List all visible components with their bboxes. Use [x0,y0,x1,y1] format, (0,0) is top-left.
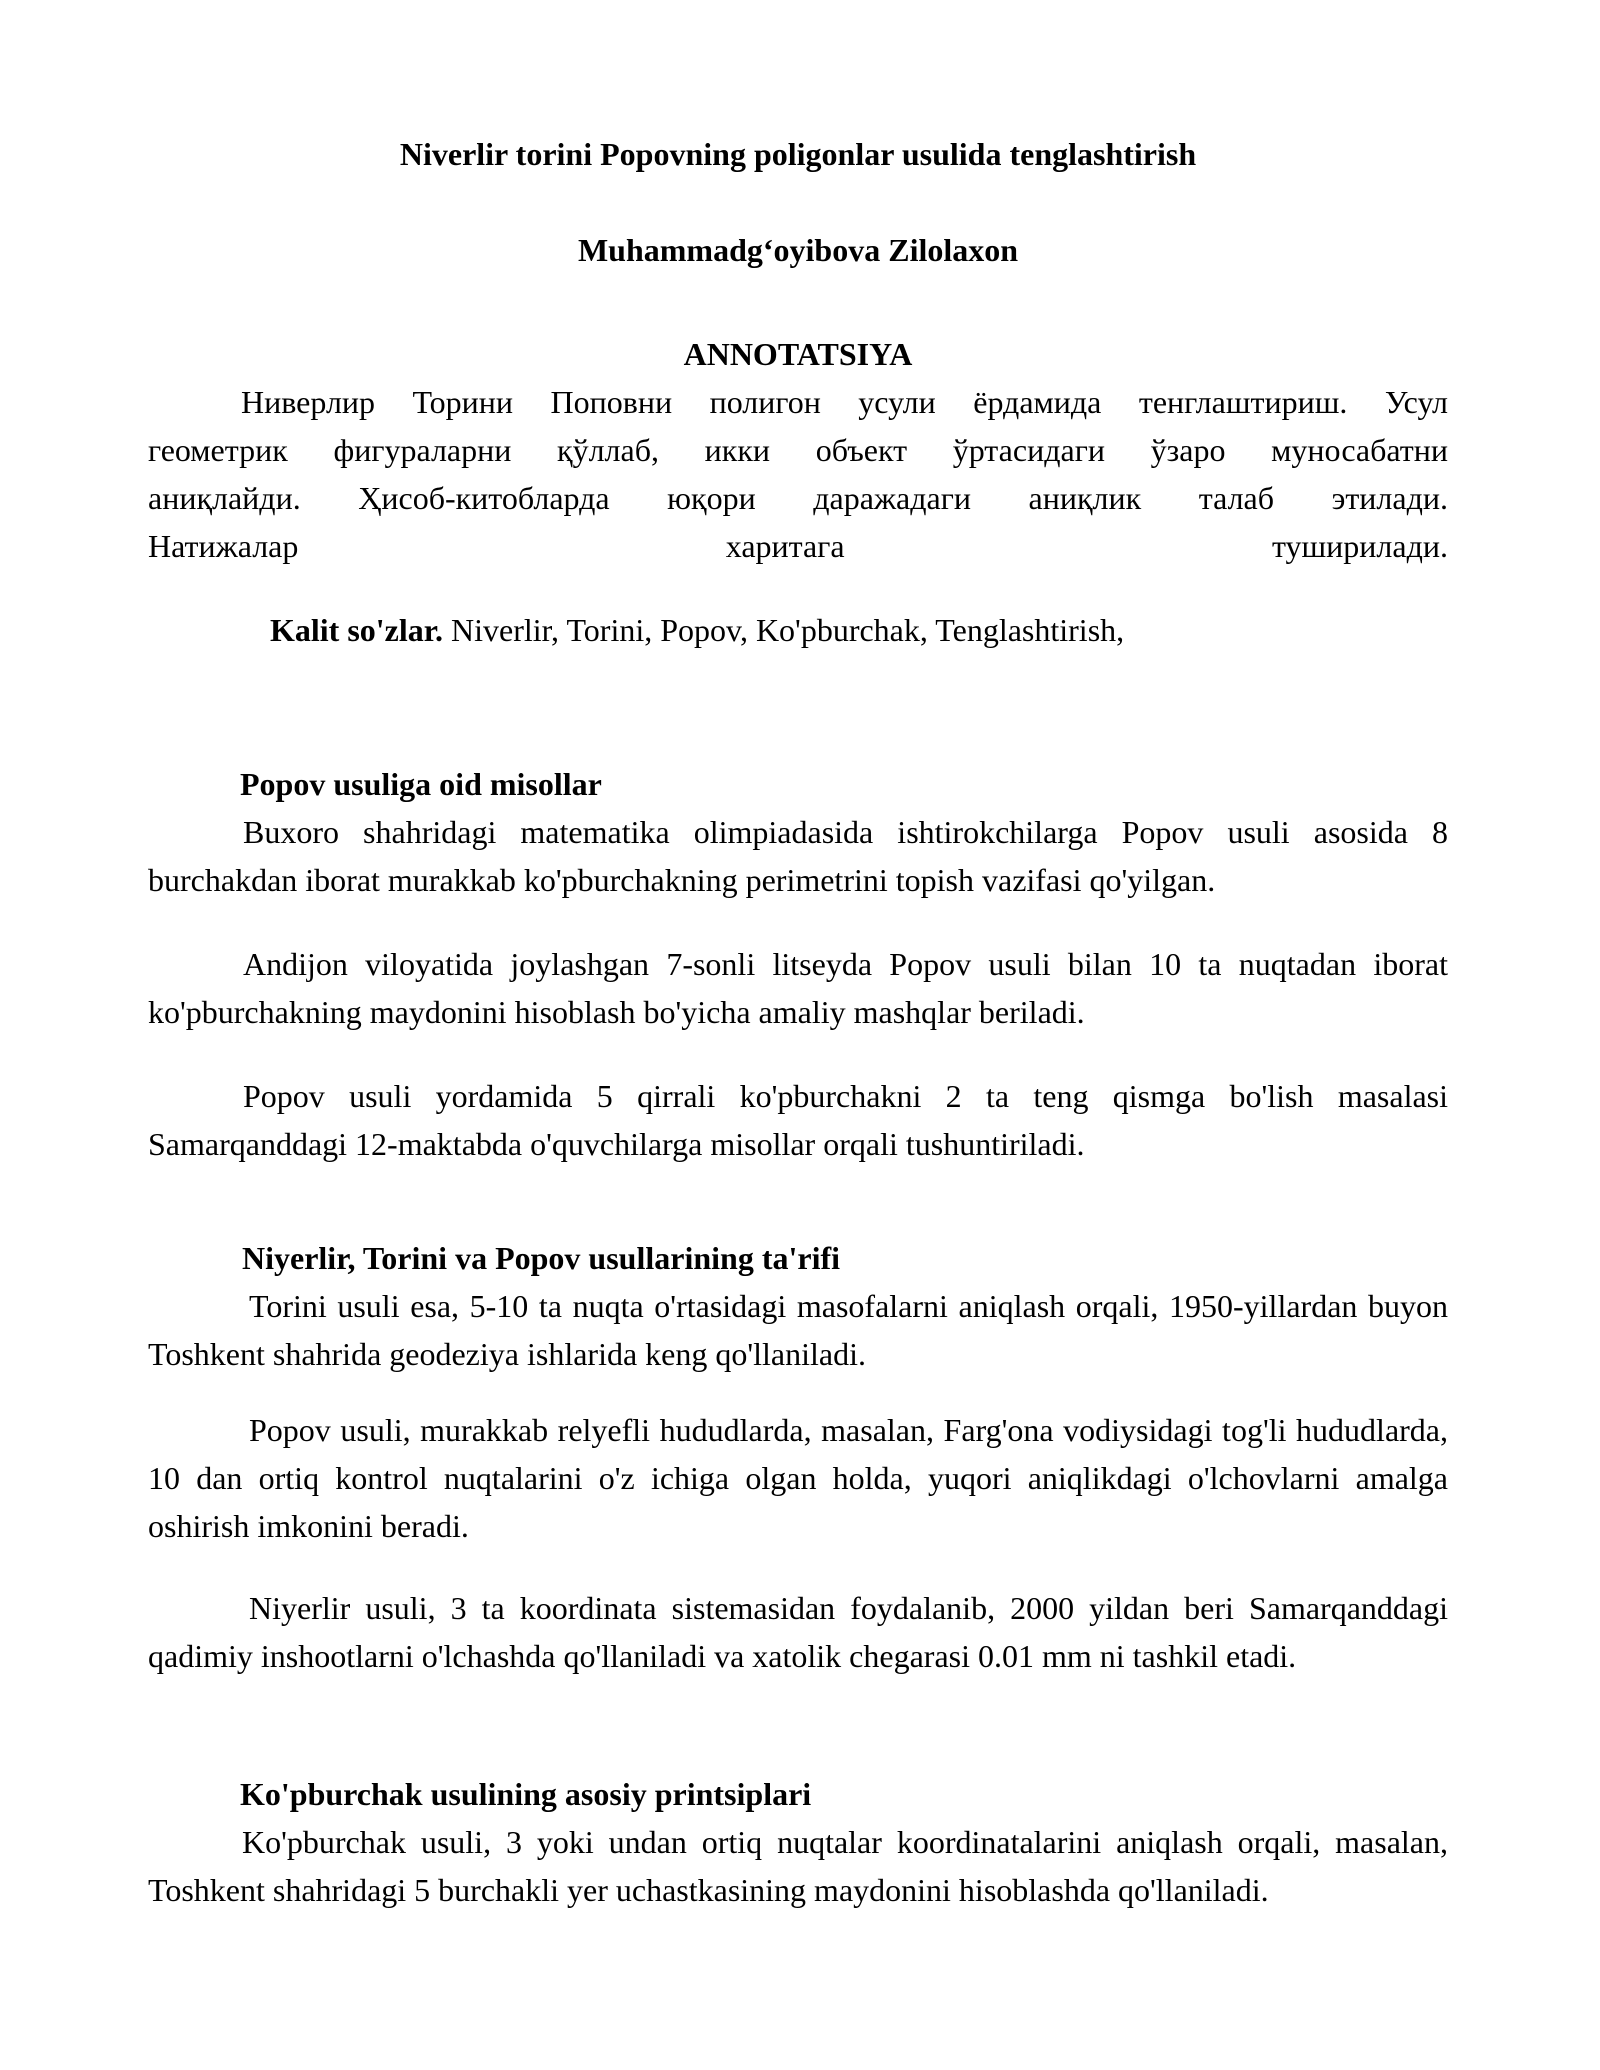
section-heading: Popov usuliga oid misollar [240,766,602,802]
section-heading: Ko'pburchak usulining asosiy printsiplari [240,1776,812,1812]
paragraph: Ko'pburchak usuli, 3 yoki undan ortiq nuqtalar koordinatalarini aniqlash orqali, masalan, Toshkent shahridagi 5 burchakli yer uchastkasining maydonini hisoblashda qo'llaniladi. [148,1824,1448,1908]
annotation-line: аниқлайди. Ҳисоб-китобларда юқори даражадаги аниқлик талаб этилади. [148,480,1448,516]
annotation-line: Ниверлир Торини Поповни полигон усули ёрдамида тенглаштириш. Усул [241,384,1448,420]
author-name: Muhammadg‘oyibova Zilolaxon [577,232,1019,268]
paragraph: Torini usuli esa, 5-10 ta nuqta o'rtasidagi masofalarni aniqlash orqali, 1950-yillardan buyon Toshkent shahrida geodeziya ishlarida keng qo'llaniladi. [148,1288,1448,1372]
keywords-text: Niverlir, Torini, Popov, Ko'pburchak, Tenglashtirish, [443,612,1125,648]
paragraph: Buxoro shahridagi matematika olimpiadasida ishtirokchilarga Popov usuli asosida 8 burchakdan iborat murakkab ko'pburchakning perimetrini topish vazifasi qo'yilgan. [148,814,1448,898]
paragraph: Popov usuli, murakkab relyefli hududlarda, masalan, Farg'ona vodiysidagi tog'li hududlarda, 10 dan ortiq kontrol nuqtalarini o'z ichiga olgan holda, yuqori aniqlikdagi o'lchovlarni amalga oshirish imkonini beradi. [148,1412,1448,1544]
keywords-label: Kalit so'zlar. [270,612,444,648]
document-title: Niverlir torini Popovning poligonlar usulida tenglashtirish [399,136,1197,172]
annotation-line: геометрик фигураларни қўллаб, икки объект ўртасидаги ўзаро муносабатни [148,432,1448,468]
paragraph: Niyerlir usuli, 3 ta koordinata sistemasidan foydalanib, 2000 yildan beri Samarqanddagi qadimiy inshootlarni o'lchashda qo'llaniladi va xatolik chegarasi 0.01 mm ni tashkil etadi. [148,1590,1448,1674]
annotation-paragraph [148,378,1448,570]
paragraph: Andijon viloyatida joylashgan 7-sonli litseyda Popov usuli bilan 10 ta nuqtadan iborat ko'pburchakning maydonini hisoblash bo'yicha amaliy mashqlar beriladi. [148,946,1448,1030]
keywords [148,606,1448,654]
paragraph: Popov usuli yordamida 5 qirrali ko'pburchakni 2 ta teng qismga bo'lish masalasi Samarqanddagi 12-maktabda o'quvchilarga misollar orqali tushuntiriladi. [148,1078,1448,1162]
annotation-heading: ANNOTATSIYA [683,336,913,372]
section-heading: Niyerlir, Torini va Popov usullarining ta'rifi [242,1240,840,1276]
annotation-line: Натижалар харитага туширилади. [148,528,1448,564]
